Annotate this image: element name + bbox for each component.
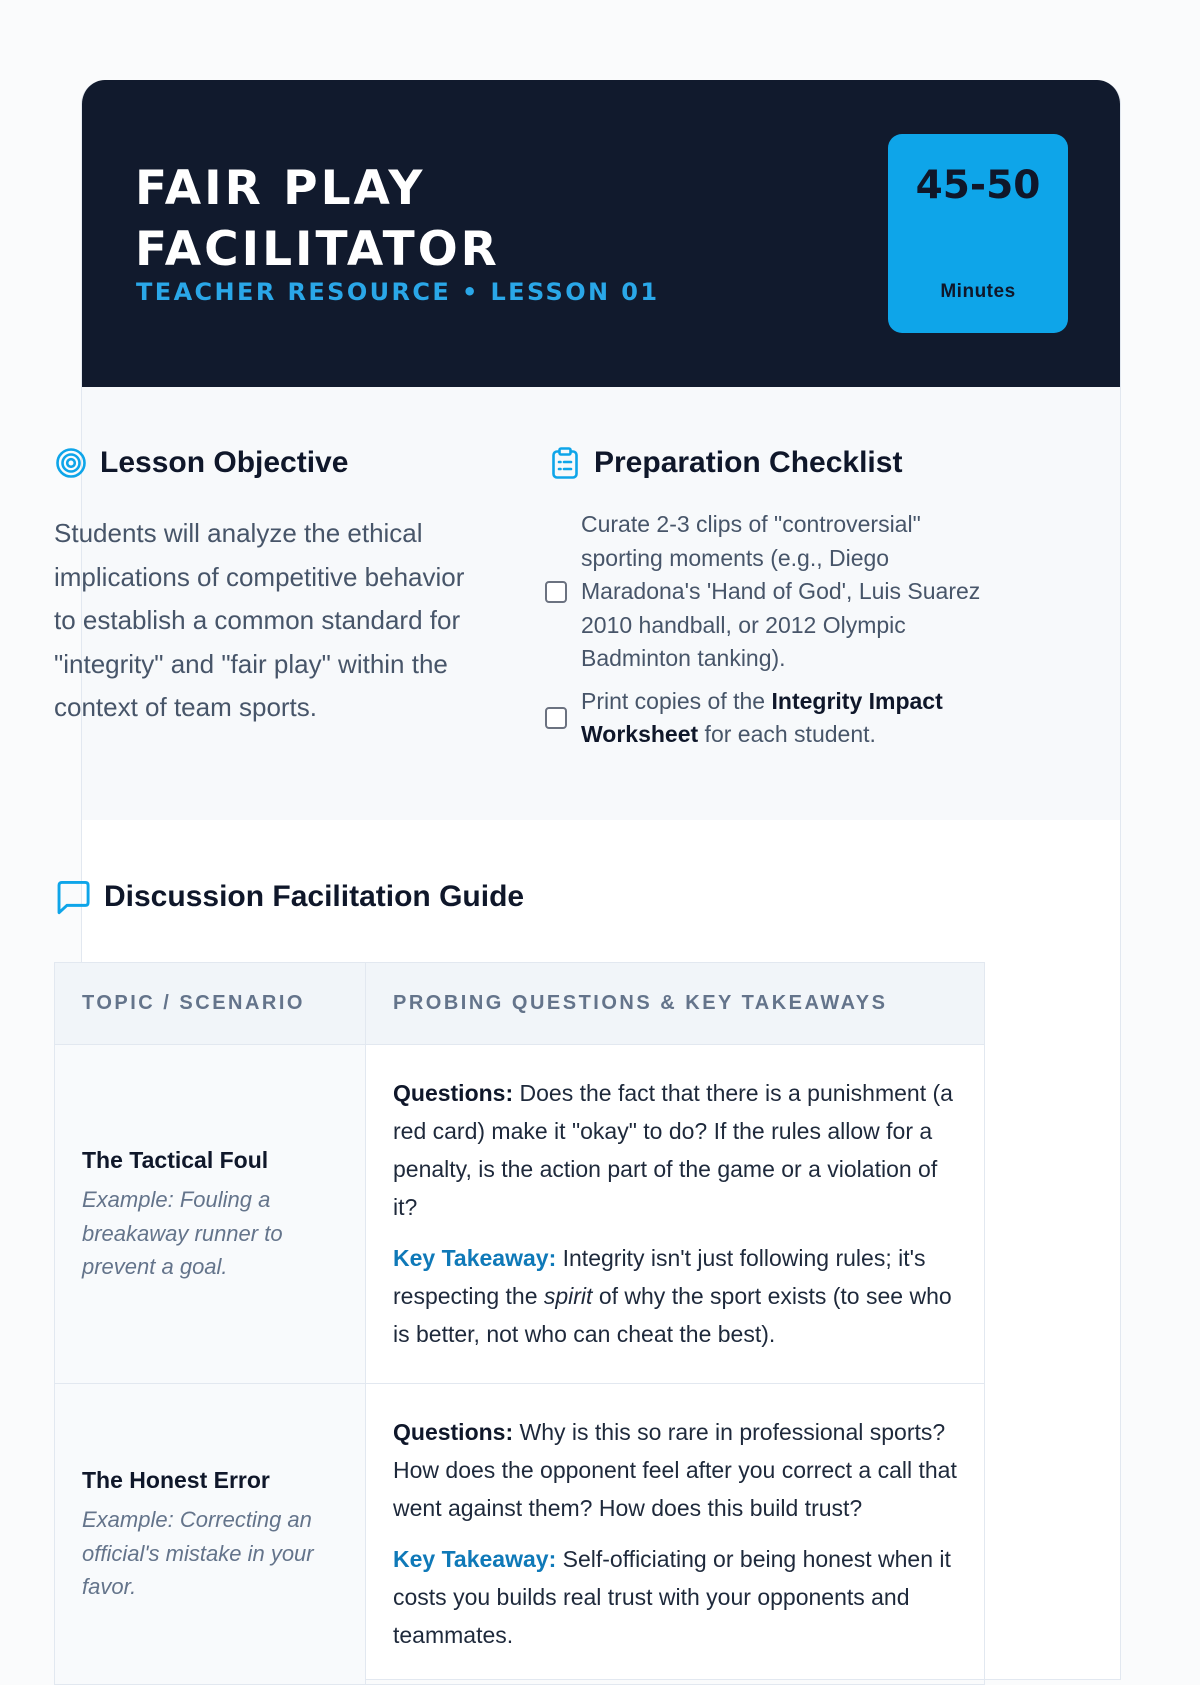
topic-cell <box>55 1384 366 1685</box>
checklist-heading: Preparation Checklist <box>594 446 903 479</box>
target-icon <box>54 446 88 480</box>
topic-name: The Tactical Foul <box>82 1147 269 1174</box>
guide-section-heading <box>54 878 524 916</box>
duration-unit: Minutes <box>940 281 1016 302</box>
questions-label: Questions: <box>393 1419 514 1445</box>
probing-questions <box>393 1074 957 1226</box>
chat-bubble-icon <box>54 878 92 916</box>
checklist-item-text: Curate 2-3 clips of "controversial" sporting moments (e.g., Diego Maradona's 'Hand of God', Luis Suarez 2010 handball, or 2012 Olympic Badminton tanking). <box>581 511 981 671</box>
column-header-questions: PROBING QUESTIONS & KEY TAKEAWAYS <box>366 963 985 1045</box>
duration-value: 45-50 <box>915 163 1041 208</box>
checklist-item-text-start: Print copies of the <box>581 687 772 714</box>
checklist-item-checkbox[interactable] <box>545 707 567 729</box>
takeaway-text-start: Integrity isn't just following rules; it's respecting the <box>393 1245 926 1309</box>
takeaway-text-start: Self-officiating or being honest when it costs you builds real trust with your opponents and teammates. <box>393 1546 951 1648</box>
worksheet-name: Integrity Impact Worksheet <box>581 687 943 747</box>
takeaway-text-end: of why the sport exists (to see who is better, not who can cheat the best). <box>393 1283 952 1347</box>
lesson-header <box>82 80 1121 387</box>
questions-text: Why is this so rare in professional sports? How does the opponent feel after you correct a call that went against them? How does this build trust? <box>393 1419 957 1521</box>
column-header-topic: TOPIC / SCENARIO <box>55 963 366 1045</box>
checklist-item-text <box>581 685 985 752</box>
takeaway-label: Key Takeaway: <box>393 1245 557 1271</box>
topic-example: Example: Correcting an official's mistake in your favor. <box>82 1507 314 1600</box>
preparation-checklist <box>545 508 985 761</box>
takeaway-emphasis: spirit <box>543 1283 593 1309</box>
questions-cell <box>366 1384 985 1685</box>
clipboard-icon <box>548 446 582 480</box>
topic-name: The Honest Error <box>82 1467 270 1494</box>
table-row <box>55 1045 985 1384</box>
questions-text: Does the fact that there is a punishment (a red card) make it "okay" to do? If the rules allow for a penalty, is the action part of the game or a violation of it? <box>393 1080 953 1220</box>
questions-label: Questions: <box>393 1080 514 1106</box>
facilitation-table <box>54 962 985 1685</box>
checklist-section-heading <box>548 446 902 480</box>
checklist-item <box>545 685 985 752</box>
probing-questions <box>393 1413 957 1527</box>
checklist-item <box>545 508 985 676</box>
objective-heading: Lesson Objective <box>100 446 349 479</box>
takeaway-label: Key Takeaway: <box>393 1546 557 1572</box>
table-header-row <box>55 963 985 1045</box>
key-takeaway <box>393 1239 957 1353</box>
guide-heading: Discussion Facilitation Guide <box>104 880 525 913</box>
topic-cell <box>55 1045 366 1384</box>
key-takeaway <box>393 1540 957 1654</box>
table-row <box>55 1384 985 1685</box>
lesson-title: FAIR PLAY FACILITATOR <box>135 161 500 277</box>
checklist-item-text-end: for each student. <box>698 721 876 747</box>
topic-example: Example: Fouling a breakaway runner to prevent a goal. <box>82 1187 283 1280</box>
objective-section-heading <box>54 446 348 480</box>
objective-text: Students will analyze the ethical implications of competitive behavior to establish a common standard for "integrity" and "fair play" within the context of team sports. <box>54 518 465 722</box>
questions-cell <box>366 1045 985 1384</box>
duration-badge <box>888 134 1068 333</box>
checklist-item-checkbox[interactable] <box>545 581 567 603</box>
lesson-subtitle: TEACHER RESOURCE • LESSON 01 <box>136 278 660 306</box>
